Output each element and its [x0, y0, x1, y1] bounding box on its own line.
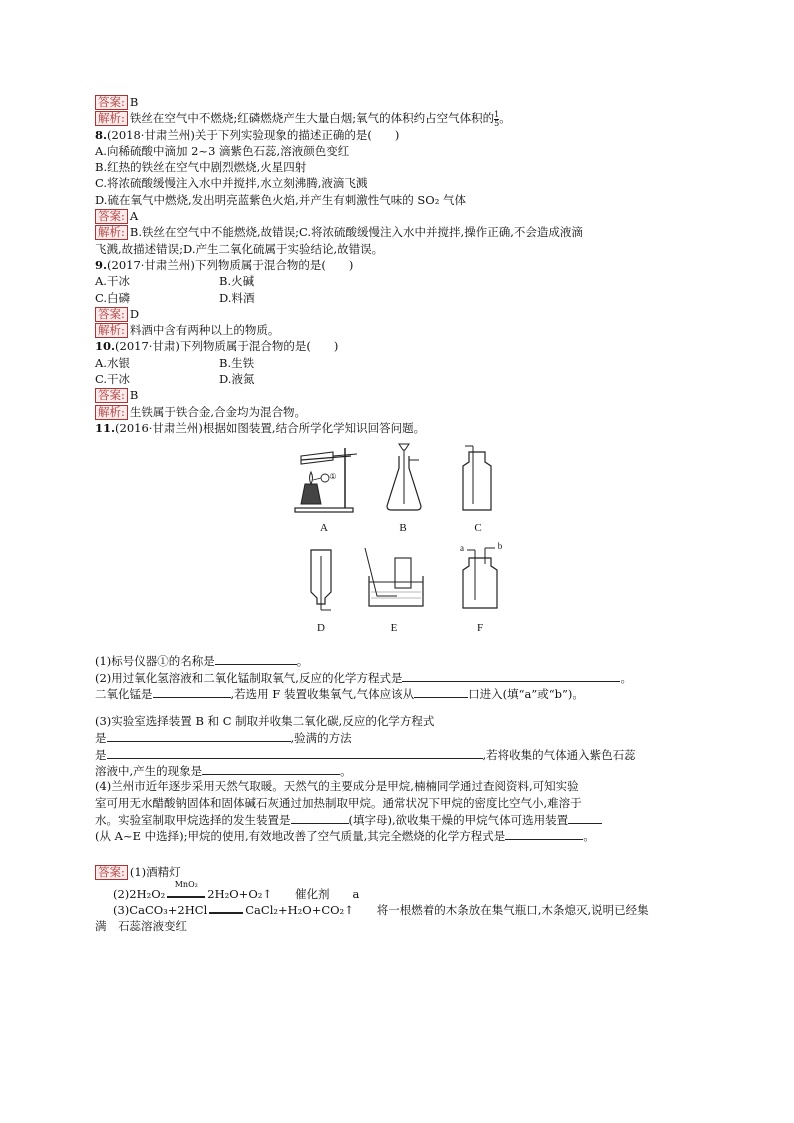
- answer-tag: 答案:: [95, 388, 128, 403]
- q10-options-row1: [95, 355, 715, 371]
- label-e: E: [390, 622, 398, 635]
- q11-part3-line4: [95, 762, 715, 778]
- reaction-equals: [209, 903, 243, 914]
- q10-answer: B: [129, 388, 139, 403]
- q9-stem: (2017·甘肃兰州)下列物质属于混合物的是( ): [107, 257, 354, 272]
- q9-option-a: A.干冰: [95, 274, 130, 289]
- q11-answer-1: (1)酒精灯: [129, 864, 181, 879]
- q11-p3-text-b: 是: [95, 731, 107, 746]
- q7-analysis-row: [95, 110, 715, 126]
- q8-analysis-row: [95, 224, 715, 240]
- q11-part2-line1: [95, 669, 715, 685]
- answer-blank[interactable]: [402, 669, 620, 682]
- label-d: D: [317, 622, 325, 635]
- q9-analysis: 料酒中含有两种以上的物质。: [129, 323, 280, 338]
- q11-part4-line4: [95, 827, 715, 843]
- q11-p4-text-3b: (填字母),欲收集干燥的甲烷气体可选用装置: [348, 812, 569, 827]
- q11-ans3-rhs: CaCl₂+H₂O+CO₂↑ 将一根燃着的木条放在集气瓶口,木条熄灭,说明已经集: [245, 903, 649, 918]
- q11-ans3-lhs: (3)CaCO₃+2HCl: [113, 903, 208, 918]
- q10-stem-row: [95, 338, 715, 354]
- q8-answer-row: [95, 208, 715, 224]
- q11-p3-text-c: ,验满的方法: [290, 731, 352, 746]
- answer-blank[interactable]: [215, 652, 297, 665]
- q9-number: 9.: [95, 257, 108, 272]
- q11-p2-end: 。: [620, 670, 632, 685]
- q11-p4-end: 。: [583, 829, 595, 844]
- q11-answer-3: [95, 902, 715, 918]
- q11-part4-line1: (4)兰州市近年逐步采用天然气取暖。天然气的主要成分是甲烷,楠楠同学通过查阅资料,可知实验: [95, 779, 579, 794]
- q8-analysis-1: B.铁丝在空气中不能燃烧,故错误;C.将浓硫酸缓慢注入水中并搅拌,操作正确,不会造成液滴: [129, 225, 583, 240]
- q11-p1-end: 。: [296, 654, 309, 669]
- spacer: [95, 844, 715, 864]
- apparatus-d: [307, 548, 335, 612]
- apparatus-f: [459, 541, 505, 610]
- q10-option-a: A.水银: [95, 355, 130, 370]
- worksheet-page: [95, 94, 715, 935]
- q9-option-c: C.白磷: [95, 290, 131, 305]
- q11-part3-line2: [95, 729, 715, 745]
- label-port-a: a: [460, 543, 464, 554]
- q7-analysis: 铁丝在空气中不燃烧;红磷燃烧产生大量白烟;氧气的体积约占空气体积的: [129, 111, 495, 126]
- q10-analysis-row: [95, 404, 715, 420]
- q11-stem: (2016·甘肃兰州)根据如图装置,结合所学化学知识回答问题。: [115, 420, 426, 435]
- answer-blank[interactable]: [505, 827, 583, 840]
- fraction-numerator: 1: [494, 109, 500, 119]
- q11-part3-line3: [95, 746, 715, 762]
- q11-p3-text-d: 是: [95, 747, 107, 762]
- label-mark-1: ①: [329, 472, 337, 482]
- analysis-tag: 解析:: [95, 405, 128, 420]
- answer-tag: 答案:: [95, 865, 128, 880]
- q11-part4-line3: [95, 811, 715, 827]
- label-f: F: [476, 622, 484, 635]
- q10-number: 10.: [95, 339, 116, 354]
- q11-p3-end: 。: [340, 764, 352, 779]
- q10-analysis: 生铁属于铁合金,合金均为混合物。: [129, 404, 307, 419]
- q11-p2-text-d: ,若选用 F 装置收集氧气,气体应该从: [230, 686, 415, 701]
- q11-p1-text: (1)标号仪器①的名称是: [95, 654, 215, 669]
- answer-tag: 答案:: [95, 95, 128, 110]
- apparatus-b: [383, 442, 425, 514]
- answer-blank[interactable]: [107, 746, 483, 759]
- analysis-tag: 解析:: [95, 323, 128, 338]
- q10-option-d: D.液氮: [219, 372, 255, 387]
- answer-blank[interactable]: [568, 811, 602, 824]
- fraction-denominator: 5: [494, 118, 500, 128]
- apparatus-e: [363, 546, 427, 610]
- q10-option-c: C.干冰: [95, 372, 131, 387]
- q7-end: 。: [499, 111, 511, 126]
- q11-part3-line1: (3)实验室选择装置 B 和 C 制取并收集二氧化碳,反应的化学方程式: [95, 714, 435, 729]
- q9-stem-row: [95, 257, 715, 273]
- q11-p2-text: (2)用过氧化氢溶液和二氧化锰制取氧气,反应的化学方程式是: [95, 670, 403, 685]
- answer-blank[interactable]: [153, 685, 231, 698]
- q9-answer: D: [129, 306, 140, 321]
- q11-answer-2: [95, 879, 715, 902]
- q8-stem-row: [95, 127, 715, 143]
- q7-answer: B: [129, 95, 139, 109]
- q8-number: 8.: [95, 127, 108, 142]
- analysis-tag: 解析:: [95, 225, 128, 240]
- q9-answer-row: [95, 306, 715, 322]
- q11-part4-line2: 室可用无水醋酸钠固体和固体碱石灰通过加热制取甲烷。通常状况下甲烷的密度比空气小,难溶于: [95, 795, 582, 810]
- q8-option-d: D.硫在氧气中燃烧,发出明亮蓝紫色火焰,并产生有刺激性气味的 SO₂ 气体: [95, 192, 467, 207]
- apparatus-figure: [95, 442, 715, 648]
- q11-p3-text-e: ,若将收集的气体通入紫色石蕊: [482, 747, 636, 762]
- apparatus-c: [459, 442, 495, 514]
- answer-tag: 答案:: [95, 307, 128, 322]
- q11-part2-line2: [95, 685, 715, 701]
- q11-ans2-lhs: (2)2H₂O₂: [113, 886, 166, 901]
- answer-blank[interactable]: [202, 762, 340, 775]
- q8-answer: A: [129, 209, 139, 224]
- q9-analysis-row: [95, 322, 715, 338]
- q10-answer-row: [95, 387, 715, 403]
- catalyst-label: MnO₂: [174, 879, 198, 889]
- q10-option-b: B.生铁: [219, 355, 255, 370]
- q11-part1: [95, 652, 715, 668]
- q11-p4-text-3a: 水。实验室制取甲烷选择的发生装置是: [95, 812, 291, 827]
- q11-p4-text-4a: (从 A~E 中选择);甲烷的使用,有效地改善了空气质量,其完全燃烧的化学方程式是: [95, 829, 506, 844]
- spacer: [95, 701, 715, 713]
- q9-options-row1: [95, 273, 715, 289]
- q8-option-a: A.向稀硫酸中滴加 2~3 滴紫色石蕊,溶液颜色变红: [95, 143, 350, 158]
- q11-stem-row: [95, 420, 715, 436]
- q8-stem: (2018·甘肃兰州)关于下列实验现象的描述正确的是( ): [107, 127, 400, 142]
- q11-number: 11.: [95, 420, 116, 435]
- q11-p2-text-c: 二氧化锰是: [95, 686, 153, 701]
- apparatus-a: [291, 442, 361, 514]
- q8-option-b: B.红热的铁丝在空气中剧烈燃烧,火星四射: [95, 160, 307, 175]
- q9-option-b: B.火碱: [219, 274, 255, 289]
- q8-option-c: C.将浓硫酸缓慢注入水中并搅拌,水立刻沸腾,液滴飞溅: [95, 176, 368, 191]
- q11-ans2-rhs: 2H₂O+O₂↑ 催化剂 a: [207, 886, 360, 901]
- q10-options-row2: [95, 371, 715, 387]
- label-b: B: [399, 522, 407, 535]
- q11-p3-text-f: 溶液中,产生的现象是: [95, 764, 203, 779]
- reaction-arrow: [167, 879, 205, 898]
- q7-answer-row: [95, 94, 715, 110]
- q11-p2-text-e: 口进入(填“a”或“b”)。: [468, 686, 584, 701]
- q9-option-d: D.料酒: [219, 290, 255, 305]
- q11-answer-3-line2: 满 石蕊溶液变红: [95, 919, 187, 934]
- label-a: A: [320, 522, 328, 535]
- q8-analysis-2: 飞溅,故描述错误;D.产生二氧化硫属于实验结论,故错误。: [95, 241, 384, 256]
- answer-blank[interactable]: [107, 729, 291, 742]
- answer-tag: 答案:: [95, 209, 128, 224]
- q10-stem: (2017·甘肃)下列物质属于混合物的是( ): [115, 339, 339, 354]
- label-port-b: b: [497, 541, 503, 552]
- q9-options-row2: [95, 290, 715, 306]
- analysis-tag: 解析:: [95, 111, 128, 126]
- label-c: C: [474, 522, 482, 535]
- answer-blank[interactable]: [291, 811, 349, 824]
- answer-blank[interactable]: [414, 685, 468, 698]
